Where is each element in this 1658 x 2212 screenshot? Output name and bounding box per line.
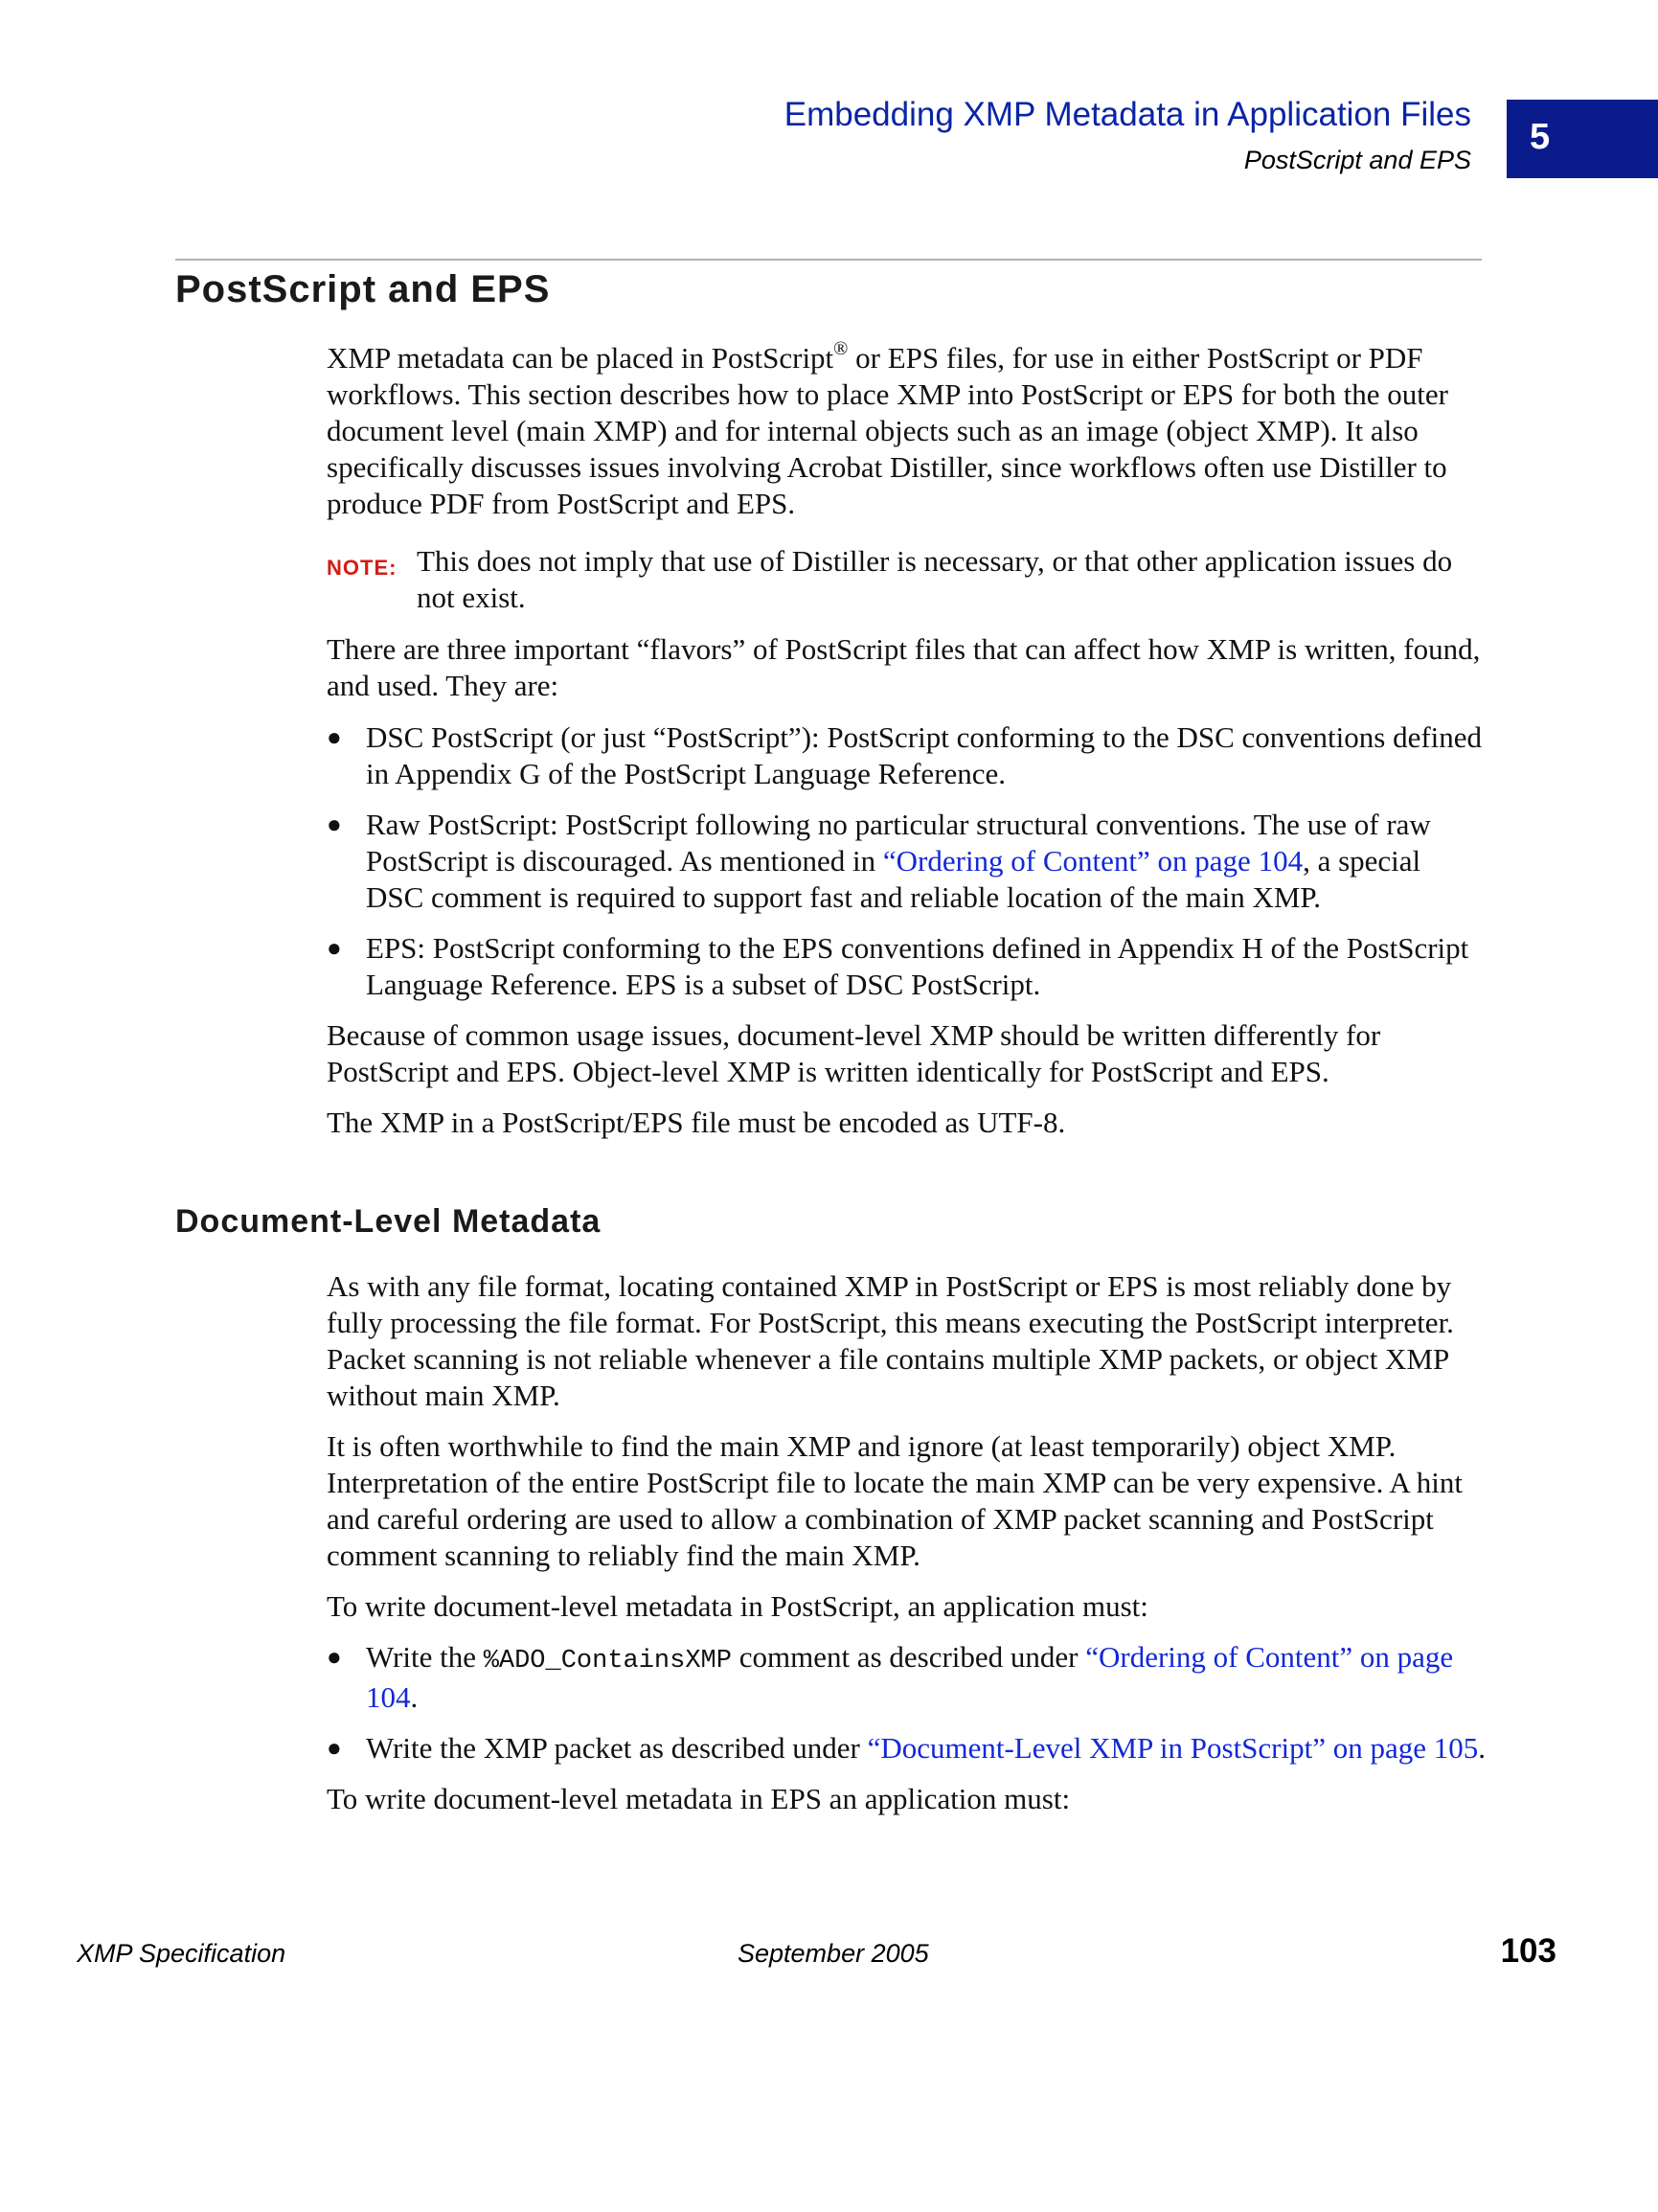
heading-rule xyxy=(175,259,1482,261)
footer-document-title: XMP Specification xyxy=(77,1939,286,1968)
bullet-icon: ● xyxy=(327,810,342,838)
paragraph: It is often worthwhile to find the main XMP and ignore (at least temporarily) object XMP. Interpretation of the entire PostScript file to locate the main XMP can be very expensive. A hint and careful ordering are used to allow a combination of XMP packet scanning and PostScript comment scanning to reliably find the main XMP. xyxy=(327,1429,1464,1572)
note-label: NOTE: xyxy=(327,556,397,580)
eps-intro-paragraph: To write document-level metadata in EPS an application must: xyxy=(327,1782,1071,1815)
running-header-chapter-title: Embedding XMP Metadata in Application Files xyxy=(784,96,1471,133)
note-block xyxy=(327,543,1486,616)
bullet-icon: ● xyxy=(327,1643,342,1671)
list-item: ● Write the XMP packet as described under “Document-Level XMP in PostScript” on page 105. xyxy=(327,1731,1487,1765)
ordering-of-content-link[interactable]: “Ordering of Content” on page 104 xyxy=(882,844,1304,878)
ordering-of-content-link[interactable]: “Ordering of Content” on page 104 xyxy=(366,1640,1454,1714)
usage-paragraph: Because of common usage issues, document-level XMP should be written differently for PostScript and EPS. Object-level XMP is written identically for PostScript and EPS. xyxy=(327,1018,1381,1088)
list-item: ● Raw PostScript: PostScript following no particular structural conventions. The use of raw PostScript is discouraged. As mentioned in “Ordering of Content” on page 104, a special DSC comment is required to support fast and reliable location of the main XMP. xyxy=(327,808,1431,914)
encoding-paragraph: The XMP in a PostScript/EPS file must be encoded as UTF-8. xyxy=(327,1106,1066,1139)
section-heading: PostScript and EPS xyxy=(175,268,551,310)
intro-paragraph: XMP metadata can be placed in PostScript® or EPS files, for use in either PostScript or PDF workflows. This section describes how to place XMP into PostScript or EPS for both the outer document level (main XMP) and for internal objects such as an image (object XMP). It also specifically discusses issues involving Acrobat Distiller, since workflows often use Distiller to produce PDF from PostScript and EPS. xyxy=(327,338,1448,520)
paragraph: As with any file format, locating contained XMP in PostScript or EPS is most reliably done by fully processing the file format. For PostScript, this means executing the PostScript interpreter. Packet scanning is not reliable whenever a file contains multiple XMP packets, or object XMP without main XMP. xyxy=(327,1269,1454,1412)
registered-mark: ® xyxy=(833,338,849,359)
code-comment: %ADO_ContainsXMP xyxy=(483,1647,732,1676)
bullet-icon: ● xyxy=(327,934,342,962)
note-text: This does not imply that use of Distiller is necessary, or that other application issues do not exist. xyxy=(417,544,1453,614)
bullet-icon: ● xyxy=(327,723,342,751)
list-item: ● EPS: PostScript conforming to the EPS conventions defined in Appendix H of the PostScript Language Reference. EPS is a subset of DSC PostScript. xyxy=(327,931,1469,1001)
document-level-xmp-link[interactable]: “Document-Level XMP in PostScript” on page 105 xyxy=(867,1731,1479,1765)
page-number: 103 xyxy=(1500,1932,1556,1970)
postscript-intro-paragraph: To write document-level metadata in PostScript, an application must: xyxy=(327,1589,1148,1623)
section-body xyxy=(327,340,1486,1141)
list-item: ● DSC PostScript (or just “PostScript”): PostScript conforming to the DSC conventions defined in Appendix G of the PostScript Language Reference. xyxy=(327,720,1483,790)
bullet-icon: ● xyxy=(327,1734,342,1762)
chapter-number-tab: 5 xyxy=(1507,100,1658,178)
footer-date: September 2005 xyxy=(738,1939,929,1968)
running-header-section-title: PostScript and EPS xyxy=(1243,146,1471,174)
subsection-body xyxy=(327,1268,1486,1817)
list-item: ● Write the %ADO_ContainsXMP comment as described under “Ordering of Content” on page 104. xyxy=(327,1640,1454,1714)
flavors-paragraph: There are three important “flavors” of PostScript files that can affect how XMP is written, found, and used. They are: xyxy=(327,632,1481,702)
subsection-heading: Document-Level Metadata xyxy=(175,1203,602,1240)
